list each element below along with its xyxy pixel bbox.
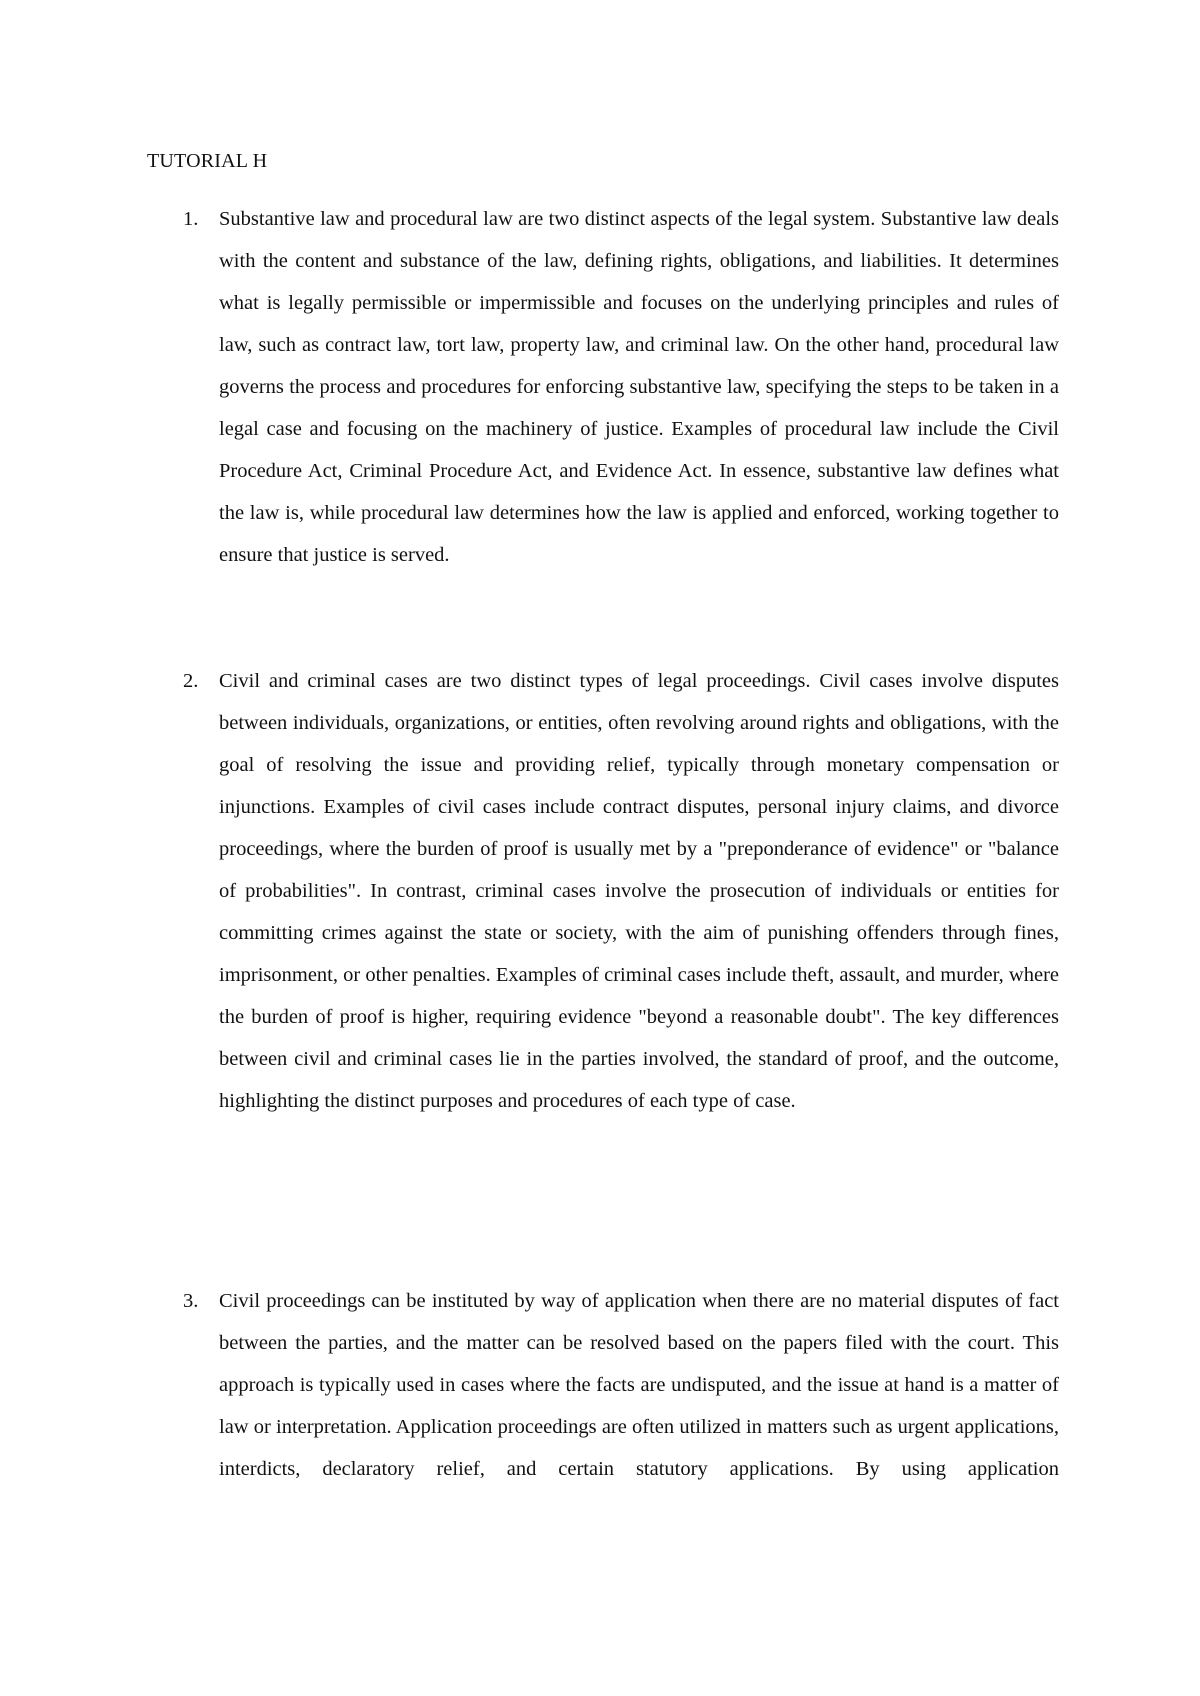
list-item-number: 3.: [183, 1290, 199, 1312]
list-item-text: Civil proceedings can be instituted by way of application when there are no material disputes of fact between the parties, and the matter can be resolved based on the papers filed with the court. This approach is typically used in cases where the facts are undisputed, and the issue at hand is a matter of law or interpretation. Application proceedings are often utilized in matters such as urgent applications, interdicts, declaratory relief, and certain statutory applications. By using application: [219, 1290, 1059, 1480]
list-item: [147, 660, 1059, 1122]
list-item: [147, 1280, 1059, 1490]
list-item-number: 1.: [183, 208, 199, 230]
list-item: [147, 198, 1059, 576]
document-title: TUTORIAL H: [147, 150, 268, 172]
list-item-text: Civil and criminal cases are two distinct types of legal proceedings. Civil cases involve disputes between individuals, organizations, or entities, often revolving around rights and obligations, with the goal of resolving the issue and providing relief, typically through monetary compensation or injunctions. Examples of civil cases include contract disputes, personal injury claims, and divorce proceedings, where the burden of proof is usually met by a "preponderance of evidence" or "balance of probabilities". In contrast, criminal cases involve the prosecution of individuals or entities for committing crimes against the state or society, with the aim of punishing offenders through fines, imprisonment, or other penalties. Examples of criminal cases include theft, assault, and murder, where the burden of proof is higher, requiring evidence "beyond a reasonable doubt". The key differences between civil and criminal cases lie in the parties involved, the standard of proof, and the outcome, highlighting the distinct purposes and procedures of each type of case.: [219, 670, 1059, 1112]
list-item-number: 2.: [183, 670, 199, 692]
list-item-text: Substantive law and procedural law are two distinct aspects of the legal system. Substantive law deals with the content and substance of the law, defining rights, obligations, and liabilities. It determines what is legally permissible or impermissible and focuses on the underlying principles and rules of law, such as contract law, tort law, property law, and criminal law. On the other hand, procedural law governs the process and procedures for enforcing substantive law, specifying the steps to be taken in a legal case and focusing on the machinery of justice. Examples of procedural law include the Civil Procedure Act, Criminal Procedure Act, and Evidence Act. In essence, substantive law defines what the law is, while procedural law determines how the law is applied and enforced, working together to ensure that justice is served.: [219, 208, 1059, 566]
